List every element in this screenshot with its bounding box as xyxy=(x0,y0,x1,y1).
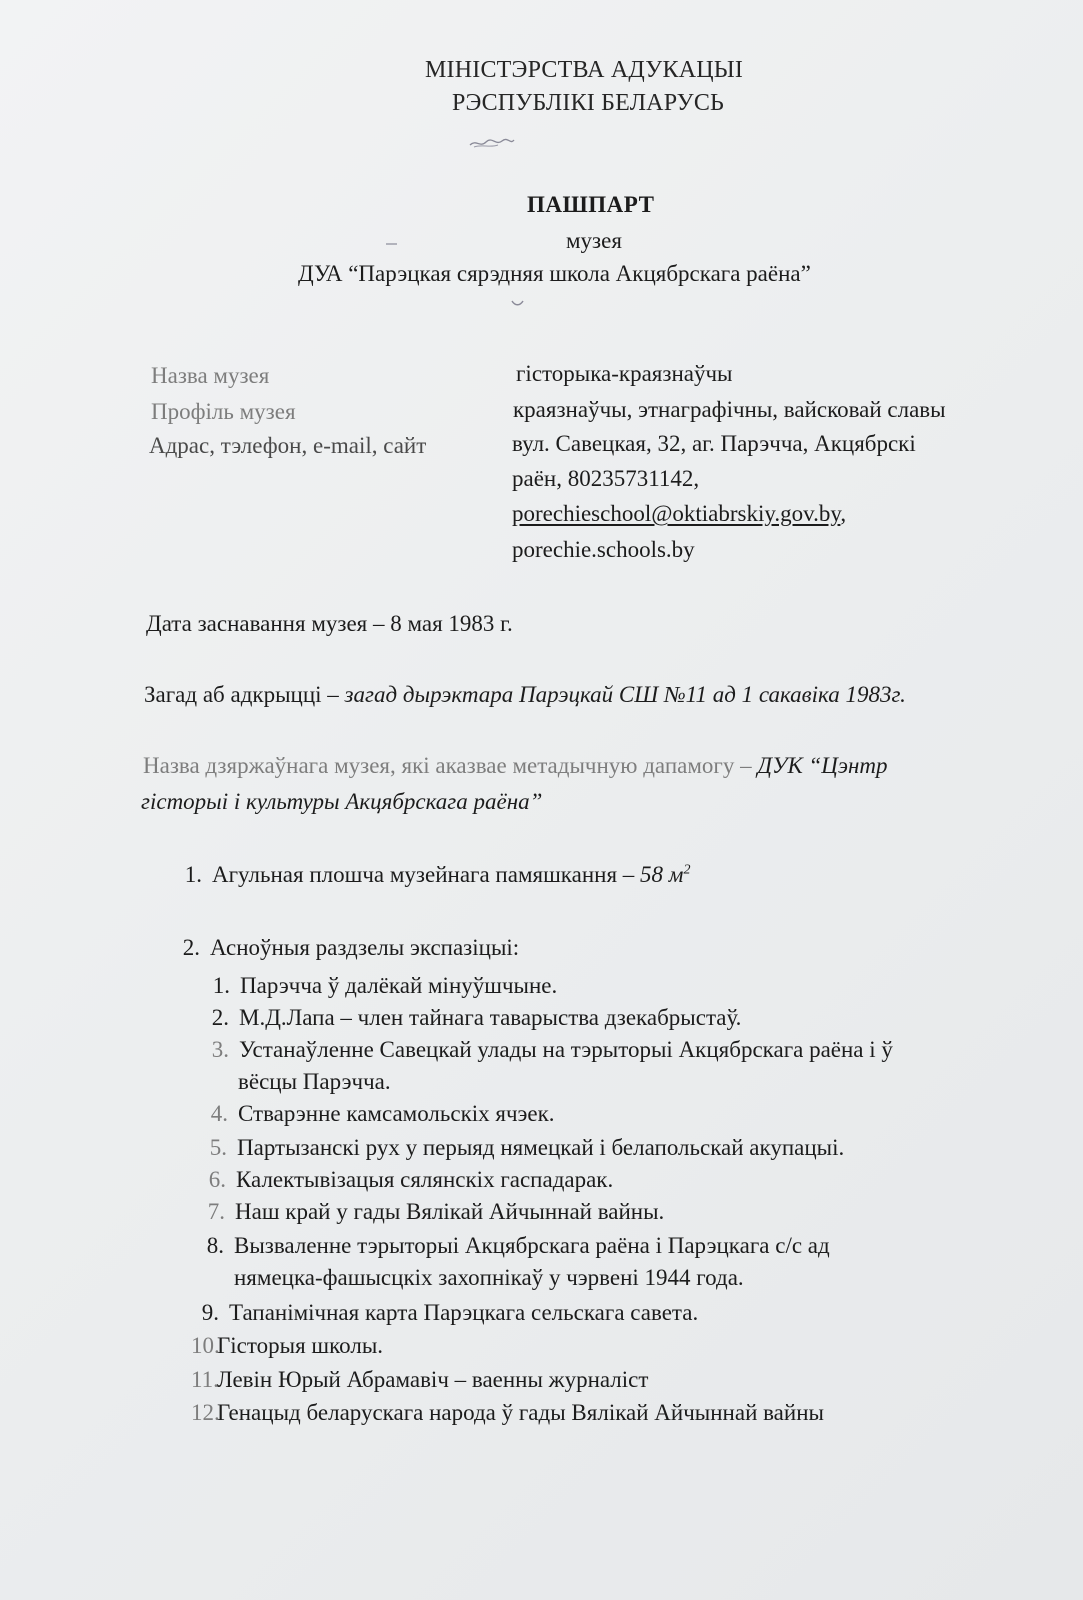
museum-email-link[interactable]: porechieschool@oktiabrskiy.gov.by xyxy=(512,501,841,526)
list-item-text: Парэчча ў далёкай мінуўшчыне. xyxy=(240,973,558,998)
sections-label: Асноўныя раздзелы экспазіцыі: xyxy=(210,935,520,960)
area-value: 58 м xyxy=(640,862,684,887)
state-museum-value-2: гісторыі і культуры Акцябрскага раёна” xyxy=(141,789,543,814)
museum-address-label: Адрас, тэлефон, e-mail, сайт xyxy=(149,433,427,458)
museum-website: porechie.schools.by xyxy=(512,537,695,562)
museum-profile-value: краязнаўчы, этнаграфічны, вайсковай славы xyxy=(513,397,946,422)
dash-mark-icon xyxy=(385,236,399,252)
list-item xyxy=(202,1101,555,1127)
list-item-number: 7. xyxy=(207,1199,225,1224)
list-item-text: Устанаўленне Савецкай улады на тэрыторыі Акцябрскага раёна і ў xyxy=(239,1037,893,1062)
area-exponent: 2 xyxy=(683,862,691,878)
museum-address-line-2: раён, 80235731142, xyxy=(512,466,700,491)
list-item-text: Гісторыя школы. xyxy=(217,1333,384,1358)
opening-order-value: загад дырэктара Парэцкай СШ №11 ад 1 сакавіка 1983г. xyxy=(344,682,906,707)
list-item-text: Левін Юрый Абрамавіч – ваенны журналіст xyxy=(217,1367,649,1392)
museum-name-value: гісторыка-краязнаўчы xyxy=(516,361,733,386)
list-item-continuation: вёсцы Парэчча. xyxy=(238,1069,391,1094)
scribble-mark-icon xyxy=(468,136,516,155)
list-item xyxy=(203,1005,741,1031)
list-item xyxy=(191,1333,383,1359)
institution-name: ДУА “Парэцкая сярэдняя школа Акцябрскага раёна” xyxy=(298,261,811,286)
list-item-number: 12. xyxy=(191,1400,220,1425)
list-item xyxy=(198,1233,830,1259)
list-item xyxy=(203,1037,893,1063)
opening-order xyxy=(144,682,906,708)
list-item-text: М.Д.Лапа – член тайнага таварыства дзекабрыстаў. xyxy=(239,1005,742,1030)
list-item-text: Стварэнне камсамольскіх ячэек. xyxy=(238,1101,555,1126)
list-item xyxy=(204,973,557,999)
list-item-number: 9. xyxy=(201,1300,219,1325)
list-item xyxy=(201,1135,844,1161)
list-item-text: Тапанімічная карта Парэцкага сельскага савета. xyxy=(229,1300,699,1325)
document-subtitle: музея xyxy=(566,228,622,253)
state-museum-label: Назва дзяржаўнага музея, які аказвае метадычную дапамогу – xyxy=(143,753,758,778)
list-item-text: Вызваленне тэрыторыі Акцябрскага раёна і Парэцкага с/с ад xyxy=(234,1233,830,1258)
list-item-text: Наш край у гады Вялікай Айчыннай вайны. xyxy=(235,1199,665,1224)
tick-mark-icon xyxy=(510,297,526,313)
ministry-line-2: РЭСПУБЛІКІ БЕЛАРУСЬ xyxy=(452,90,725,116)
list-item xyxy=(191,1400,824,1426)
area-number: 1. xyxy=(184,862,202,887)
list-item xyxy=(191,1367,648,1393)
museum-email-row xyxy=(512,501,846,527)
founding-date: Дата заснавання музея – 8 мая 1983 г. xyxy=(146,611,513,636)
list-item-number: 4. xyxy=(210,1101,228,1126)
opening-order-label: Загад аб адкрыцці – xyxy=(144,682,345,707)
list-item-text: Генацыд беларускага народа ў гады Вялікай Айчыннай вайны xyxy=(217,1400,824,1425)
museum-profile-label: Профіль музея xyxy=(151,399,296,424)
list-item-number: 2. xyxy=(211,1005,229,1030)
ministry-line-1: МІНІСТЭРСТВА АДУКАЦЫІ xyxy=(425,57,744,83)
list-item-number: 5. xyxy=(209,1135,227,1160)
sections-number: 2. xyxy=(182,935,200,960)
museum-address-line-1: вул. Савецкая, 32, аг. Парэчча, Акцябрскі xyxy=(512,431,916,456)
sections-heading xyxy=(174,935,519,961)
museum-email-suffix: , xyxy=(840,501,847,526)
state-museum-value-1: ДУК “Цэнтр xyxy=(757,753,888,778)
list-item-number: 10. xyxy=(191,1333,220,1358)
list-item-text: Калектывізацыя сялянскіх гаспадарак. xyxy=(236,1167,614,1192)
list-item-number: 8. xyxy=(206,1233,224,1258)
state-museum-line-1 xyxy=(143,753,888,779)
list-item xyxy=(200,1167,613,1193)
list-item-number: 3. xyxy=(211,1037,229,1062)
list-item-number: 6. xyxy=(208,1167,226,1192)
list-item xyxy=(193,1300,698,1326)
area-item xyxy=(176,862,690,888)
list-item-number: 11. xyxy=(191,1367,219,1392)
museum-name-label: Назва музея xyxy=(151,363,270,388)
document-title: ПАШПАРТ xyxy=(527,192,655,217)
area-label: Агульная плошча музейнага памяшкання – xyxy=(212,862,641,887)
list-item-text: Партызанскі рух у перыяд нямецкай і белапольскай акупацыі. xyxy=(237,1135,845,1160)
list-item xyxy=(199,1199,664,1225)
list-item-number: 1. xyxy=(212,973,230,998)
list-item-continuation: нямецка-фашысцкіх захопнікаў у чэрвені 1944 года. xyxy=(234,1265,744,1290)
